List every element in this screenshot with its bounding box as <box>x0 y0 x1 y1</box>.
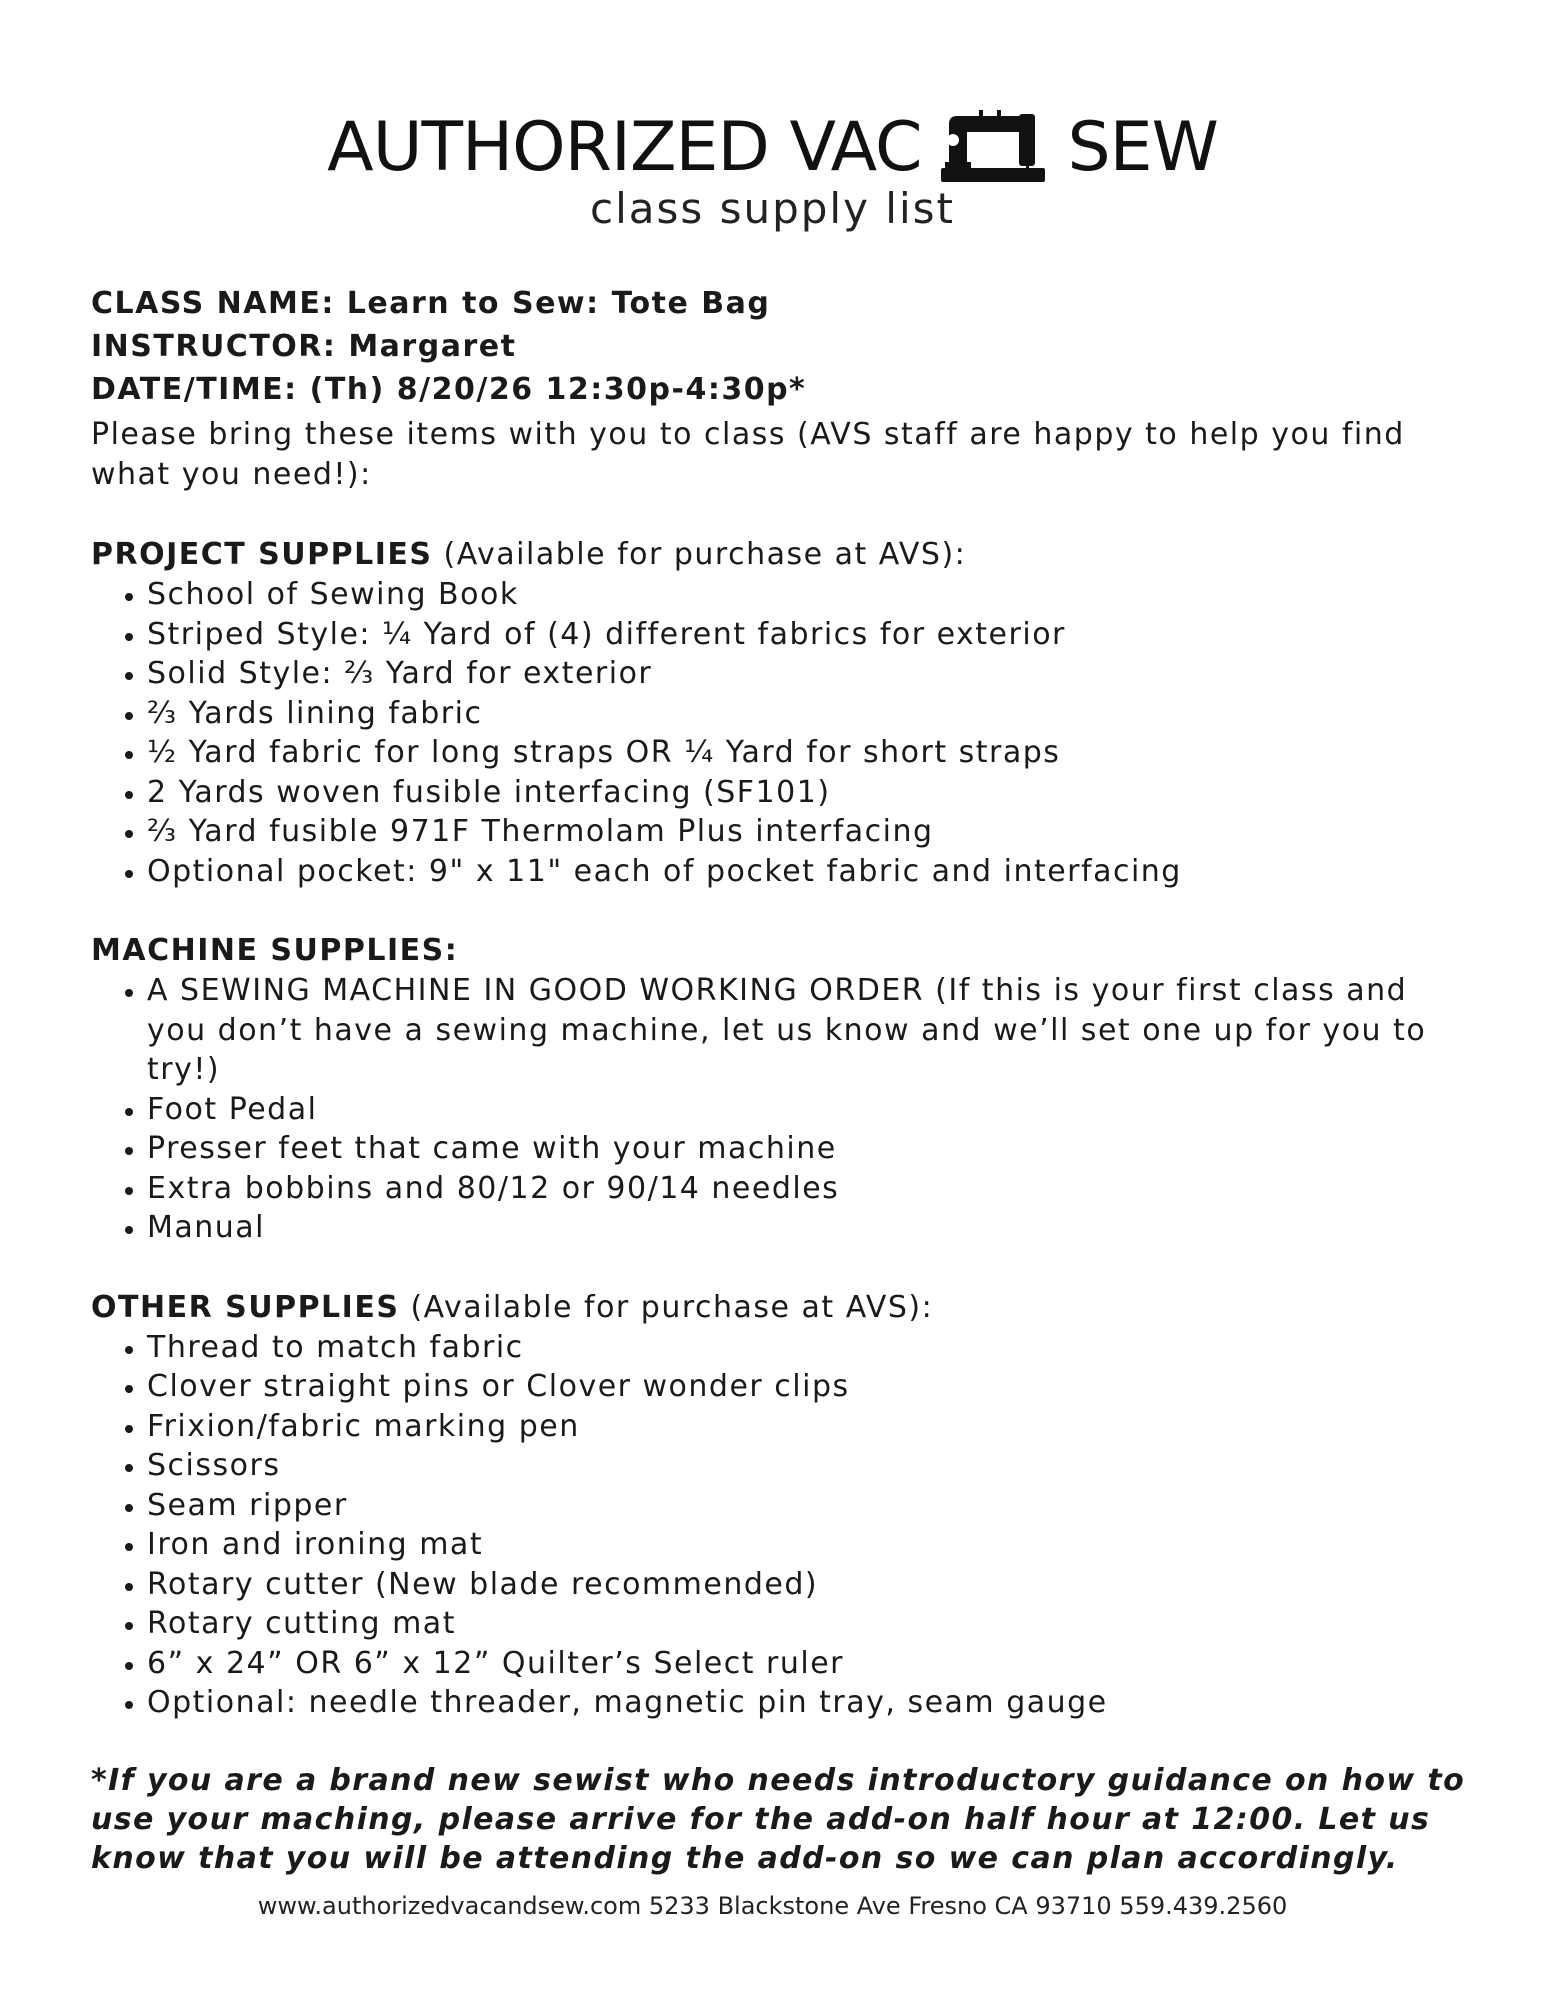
project-supplies-section <box>91 535 1471 891</box>
footer-contact: www.authorizedvacandsew.com 5233 Blackstone Ave Fresno CA 93710 559.439.2560 <box>257 1892 1288 1920</box>
list-item: • Presser feet that came with your machine <box>147 1129 1471 1169</box>
list-item: • Optional pocket: 9" x 11" each of pocket fabric and interfacing <box>147 852 1471 892</box>
list-item: • Rotary cutter (New blade recommended) <box>147 1565 1471 1605</box>
list-item: • Rotary cutting mat <box>147 1604 1471 1644</box>
machine-supplies-list <box>91 971 1471 1248</box>
subtitle: class supply list <box>590 184 955 233</box>
machine-supplies-heading <box>91 931 1471 971</box>
content <box>91 282 1471 1878</box>
list-item: • Manual <box>147 1208 1471 1248</box>
list-item: • Striped Style: ¼ Yard of (4) different fabrics for exterior <box>147 615 1471 655</box>
date-time: DATE/TIME: (Th) 8/20/26 12:30p-4:30p* <box>91 372 807 407</box>
footnote: *If you are a brand new sewist who needs introductory guidance on how to use your maching, please arrive for the add-on half hour at 12:00. Let us know that you will be attending the add-on so we can plan accordingly. <box>91 1762 1466 1876</box>
other-supplies-section <box>91 1288 1471 1723</box>
header <box>0 108 1545 233</box>
list-item: • ½ Yard fabric for long straps OR ¼ Yard for short straps <box>147 733 1471 773</box>
list-item: • School of Sewing Book <box>147 575 1471 615</box>
class-info <box>91 282 1471 411</box>
instructor: INSTRUCTOR: Margaret <box>91 329 517 364</box>
list-item: • Thread to match fabric <box>147 1328 1471 1368</box>
project-supplies-note: (Available for purchase at AVS): <box>432 537 967 572</box>
list-item: • Clover straight pins or Clover wonder clips <box>147 1367 1471 1407</box>
list-item: • Foot Pedal <box>147 1090 1471 1130</box>
list-item: • A SEWING MACHINE IN GOOD WORKING ORDER (If this is your first class and you don’t have a sewing machine, let us know and we’ll set one up for you to try!) <box>147 971 1471 1090</box>
intro-text: Please bring these items with you to class (AVS staff are happy to help you find what you need!): <box>91 417 1405 492</box>
list-item: • 6” x 24” OR 6” x 12” Quilter’s Select ruler <box>147 1644 1471 1684</box>
brand-left: AUTHORIZED VAC <box>327 108 922 187</box>
other-supplies-title: OTHER SUPPLIES <box>91 1289 400 1325</box>
list-item: • Solid Style: ⅔ Yard for exterior <box>147 654 1471 694</box>
project-supplies-heading <box>91 535 1471 575</box>
list-item: • Extra bobbins and 80/12 or 90/14 needles <box>147 1169 1471 1209</box>
other-supplies-note: (Available for purchase at AVS): <box>399 1289 934 1325</box>
list-item: • Frixion/fabric marking pen <box>147 1407 1471 1447</box>
other-supplies-heading <box>91 1288 1471 1328</box>
machine-supplies-section <box>91 931 1471 1248</box>
brand-logo <box>0 108 1545 188</box>
project-supplies-list <box>91 575 1471 891</box>
sewing-machine-icon <box>939 110 1049 186</box>
list-item: • 2 Yards woven fusible interfacing (SF101) <box>147 773 1471 813</box>
other-supplies-list <box>91 1328 1471 1723</box>
brand-right: SEW <box>1067 108 1218 187</box>
list-item: • Iron and ironing mat <box>147 1525 1471 1565</box>
project-supplies-title: PROJECT SUPPLIES <box>91 537 433 572</box>
class-name: CLASS NAME: Learn to Sew: Tote Bag <box>91 286 771 321</box>
machine-supplies-title: MACHINE SUPPLIES: <box>91 933 459 968</box>
list-item: • ⅔ Yards lining fabric <box>147 694 1471 734</box>
list-item: • ⅔ Yard fusible 971F Thermolam Plus interfacing <box>147 812 1471 852</box>
list-item: • Scissors <box>147 1446 1471 1486</box>
list-item: • Seam ripper <box>147 1486 1471 1526</box>
list-item: • Optional: needle threader, magnetic pin tray, seam gauge <box>147 1683 1471 1723</box>
